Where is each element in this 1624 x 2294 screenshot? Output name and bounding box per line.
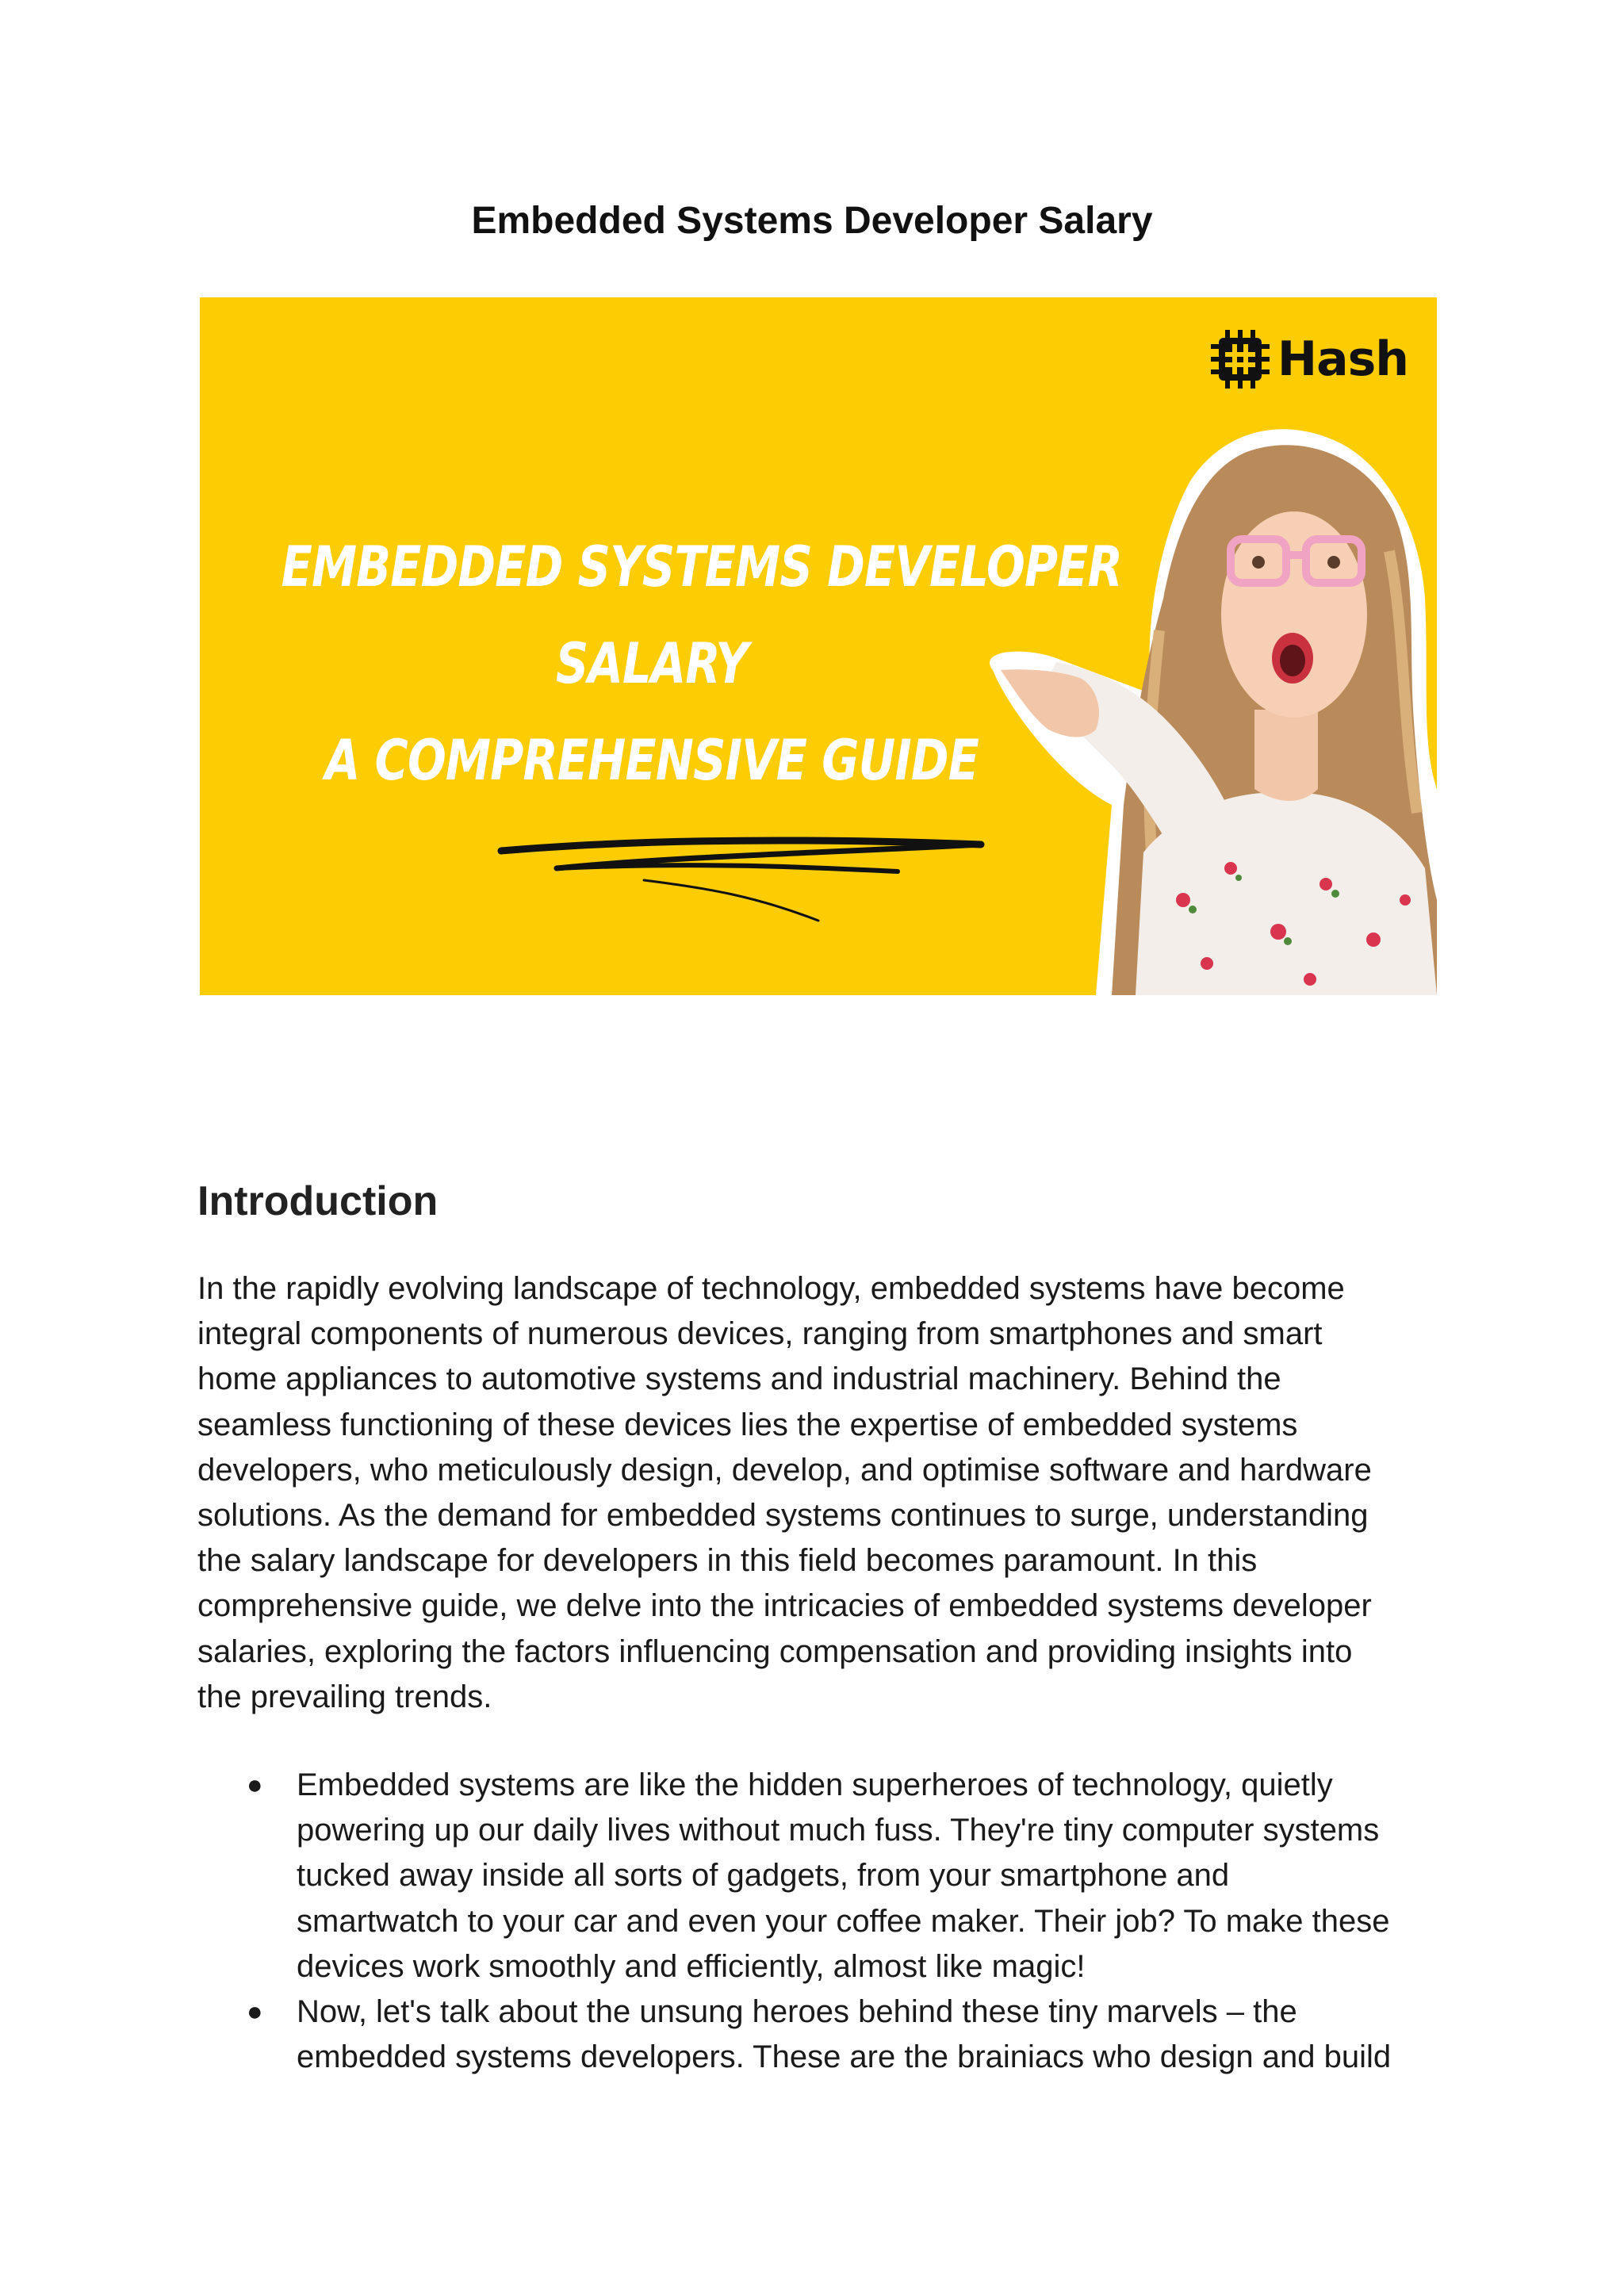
list-item-line: Embedded systems are like the hidden superheroes of technology, quietly [297, 1767, 1333, 1802]
list-item-line: devices work smoothly and efficiently, almost like magic! [297, 1948, 1086, 1984]
list-item-line: powering up our daily lives without much fuss. They're tiny computer systems [297, 1813, 1380, 1848]
list-item [197, 1763, 1434, 1990]
page-title: Embedded Systems Developer Salary [471, 200, 1153, 242]
banner-headline-line: EMBEDDED SYSTEMS DEVELOPER [281, 534, 1123, 599]
bullet-icon: ● [247, 1997, 263, 2028]
hash-brand-logo [1211, 327, 1408, 391]
list-item-line: embedded systems developers. These are the brainiacs who design and build [297, 2039, 1392, 2075]
hero-banner-image [200, 297, 1437, 995]
paragraph-line: the prevailing trends. [197, 1679, 492, 1714]
paragraph-line: the salary landscape for developers in this field becomes paramount. In this [197, 1543, 1258, 1579]
list-item-line: smartwatch to your car and even your coffee maker. Their job? To make these [297, 1903, 1390, 1939]
paragraph-line: salaries, exploring the factors influencing compensation and providing insights into [197, 1633, 1353, 1669]
paragraph-line: seamless functioning of these devices lies the expertise of embedded systems [197, 1407, 1298, 1442]
list-item-line: tucked away inside all sorts of gadgets, from your smartphone and [297, 1858, 1230, 1894]
paragraph-line: comprehensive guide, we delve into the intricacies of embedded systems developer [197, 1588, 1372, 1624]
bullet-list [197, 1763, 1434, 2080]
bullet-icon: ● [247, 1770, 263, 1800]
paragraph-line: solutions. As the demand for embedded systems continues to surge, understanding [197, 1498, 1369, 1534]
underline-scribble [501, 841, 981, 921]
paragraph-line: developers, who meticulously design, develop, and optimise software and hardware [197, 1452, 1372, 1488]
section-heading-introduction: Introduction [197, 1178, 439, 1224]
paragraph-line: In the rapidly evolving landscape of technology, embedded systems have become [197, 1271, 1345, 1306]
list-item [197, 1990, 1434, 2080]
chip-icon [1211, 330, 1270, 389]
paragraph-line: home appliances to automotive systems and industrial machinery. Behind the [197, 1361, 1281, 1397]
introduction-paragraph [197, 1266, 1434, 1720]
woman-pointing-illustration [990, 429, 1437, 995]
banner-headline-line: SALARY [555, 631, 749, 696]
list-item-line: Now, let's talk about the unsung heroes behind these tiny marvels – the [297, 1994, 1297, 2030]
paragraph-line: integral components of numerous devices, ranging from smartphones and smart [197, 1316, 1323, 1352]
brand-name: Hash [1277, 331, 1408, 387]
banner-headline-line: A COMPREHENSIVE GUIDE [324, 728, 979, 793]
